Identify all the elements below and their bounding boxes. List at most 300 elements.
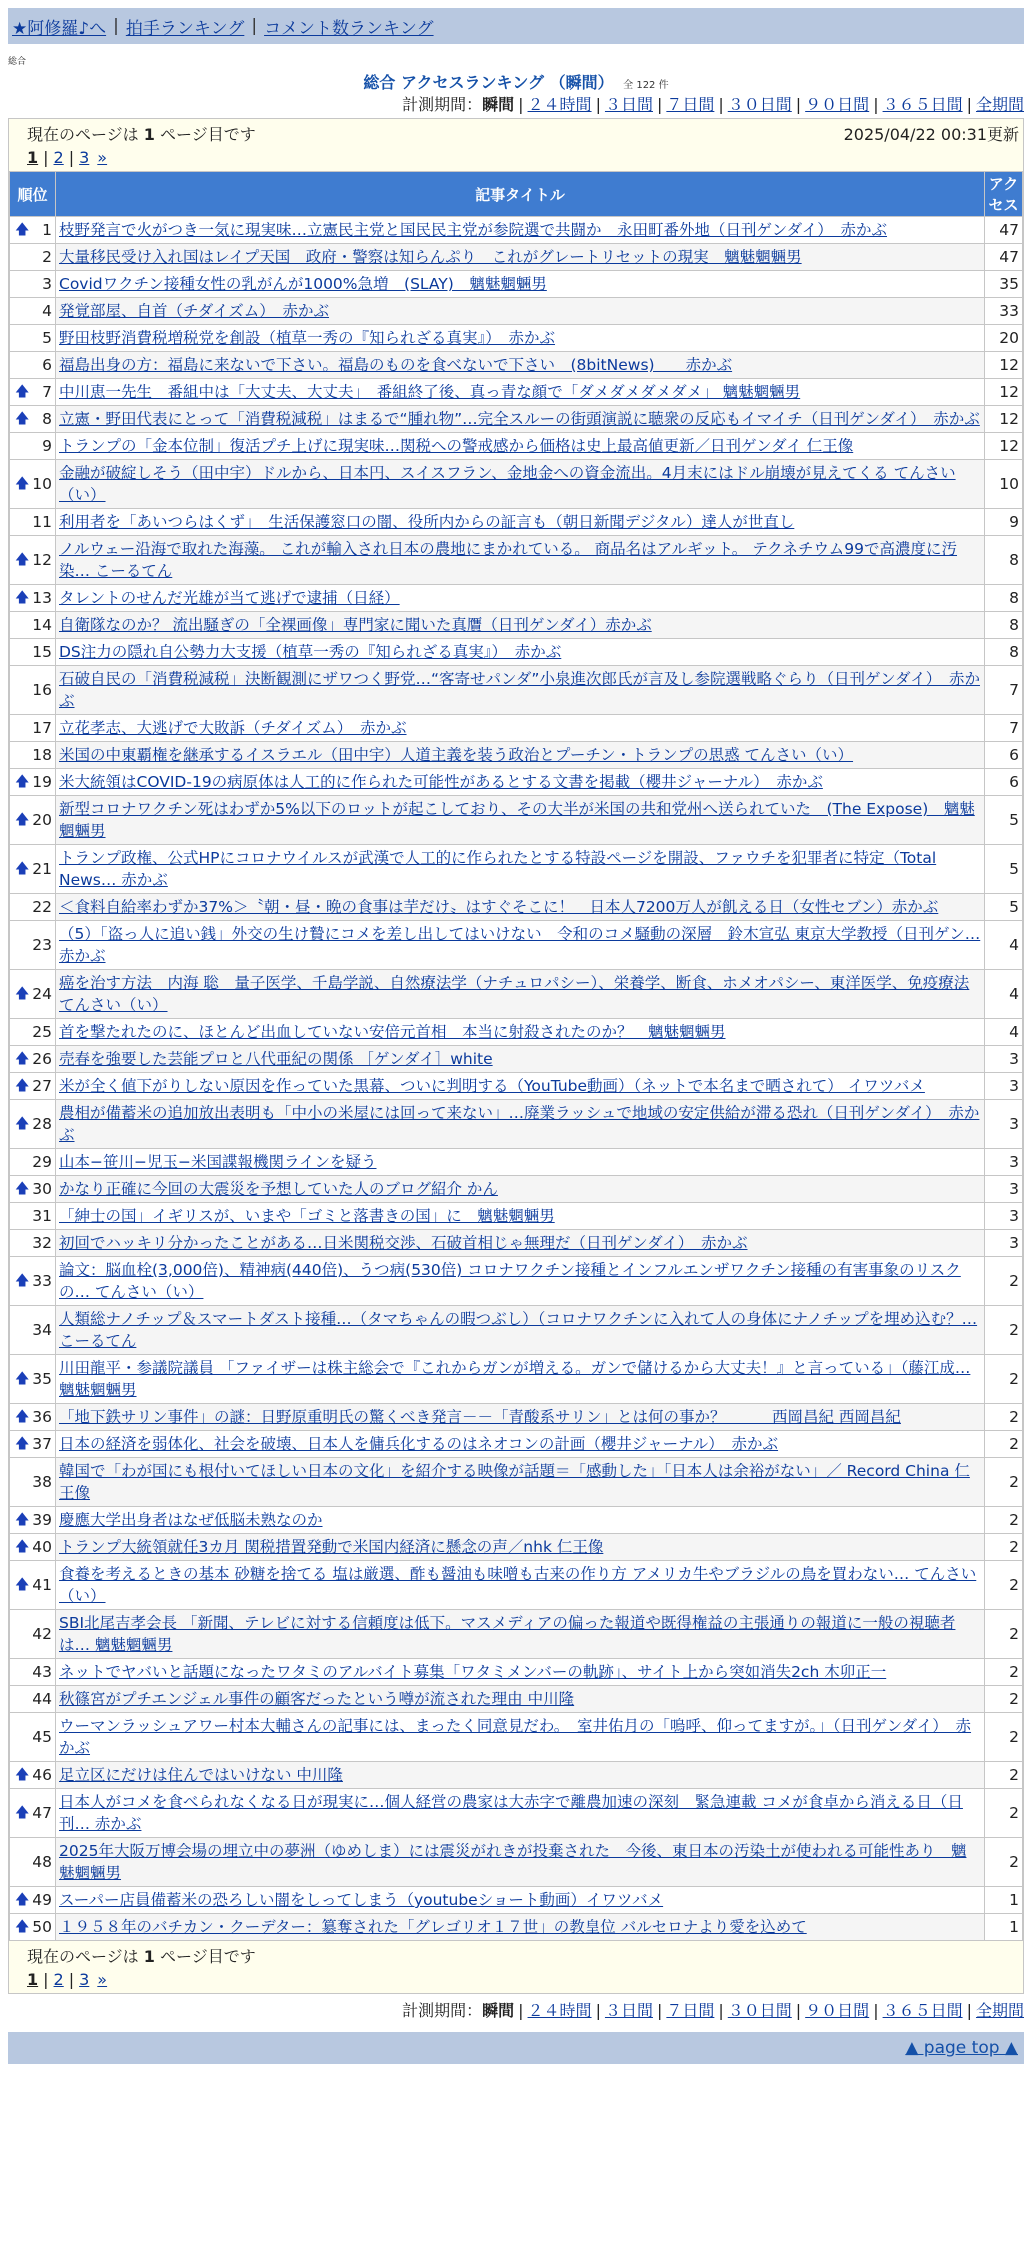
table-row xyxy=(10,1203,1023,1230)
period-separator: | xyxy=(966,95,972,114)
table-row xyxy=(10,271,1023,298)
title-cell xyxy=(56,666,985,715)
table-row xyxy=(10,1019,1023,1046)
rank-up-arrow-icon: 🡅 xyxy=(15,1273,30,1289)
table-row xyxy=(10,1458,1023,1507)
article-link[interactable]: トランプの「金本位制」復活プチ上げに現実味…関税への警戒感から価格は史上最高値更新／日刊ゲンダイ 仁王像 xyxy=(59,437,854,455)
article-link[interactable]: 「地下鉄サリン事件」の謎：日野原重明氏の驚くべき発言－－「青酸系サリン」とは何の事か？ 西岡昌紀 西岡昌紀 xyxy=(59,1408,901,1426)
table-row xyxy=(10,509,1023,536)
rank-number: 20 xyxy=(32,811,52,829)
article-link[interactable]: ウーマンラッシュアワー村本大輔さんの記事には、まったく同意見だわ。 室井佑月の「嗚呼、仰ってますが。」（日刊ゲンダイ） 赤かぶ xyxy=(59,1717,972,1757)
table-row xyxy=(10,769,1023,796)
rank-number: 13 xyxy=(32,589,52,607)
article-link[interactable]: 福島出身の方：福島に来ないで下さい。福島のものを食べないで下さい (8bitNews) 赤かぶ xyxy=(59,356,733,374)
clap-ranking-link[interactable]: 拍手ランキング xyxy=(125,18,245,39)
next-page-link[interactable]: » xyxy=(97,147,108,167)
rank-number: 38 xyxy=(32,1473,52,1491)
table-row xyxy=(10,244,1023,271)
rank-cell xyxy=(10,460,56,509)
rank-number: 25 xyxy=(32,1023,52,1041)
article-link[interactable]: 石破自民の「消費税減税」決断観測にザワつく野党…“客寄せパンダ”小泉進次郎氏が言及し参院選戦略ぐらり（日刊ゲンダイ） 赤かぶ xyxy=(59,670,980,710)
article-link[interactable]: 立憲・野田代表にとって「消費税減税」はまるで“腫れ物”…完全スルーの街頭演説に聴衆の反応もイマイチ（日刊ゲンダイ） 赤かぶ xyxy=(59,410,980,428)
rank-cell xyxy=(10,1789,56,1838)
access-count-cell: 2 xyxy=(985,1762,1023,1789)
access-count-cell: 2 xyxy=(985,1686,1023,1713)
table-row xyxy=(10,1431,1023,1458)
period-separator: | xyxy=(518,95,524,114)
rank-cell xyxy=(10,298,56,325)
category-label: 総合 xyxy=(8,57,27,67)
page-separator: | xyxy=(43,1969,49,1989)
period-option-link[interactable]: ７日間 xyxy=(666,2001,715,2020)
access-count-cell: 8 xyxy=(985,585,1023,612)
rank-cell xyxy=(10,1073,56,1100)
title-cell xyxy=(56,1458,985,1507)
rank-number: 45 xyxy=(32,1728,52,1746)
rank-number: 40 xyxy=(32,1538,52,1556)
title-cell xyxy=(56,1838,985,1887)
table-row xyxy=(10,1659,1023,1686)
rank-up-arrow-icon: 🡅 xyxy=(15,476,30,492)
rank-cell xyxy=(10,217,56,244)
access-count-cell: 6 xyxy=(985,769,1023,796)
title-cell xyxy=(56,298,985,325)
article-link[interactable]: ネットでヤバいと話題になったワタミのアルバイト募集「ワタミメンバーの軌跡」、サイト上から突如消失2ch 木卯正一 xyxy=(59,1663,887,1681)
period-option-link[interactable]: 全期間 xyxy=(975,2001,1024,2020)
rank-up-arrow-icon: 🡅 xyxy=(15,411,30,427)
period-option-link[interactable]: ３６５日間 xyxy=(882,2001,963,2020)
page-separator: | xyxy=(68,147,75,167)
title-cell xyxy=(56,1887,985,1914)
period-option-link[interactable]: ３０日間 xyxy=(727,95,792,114)
article-link[interactable]: 枝野発言で火がつき一気に現実味…立憲民主党と国民民主党が参院選で共闘か 永田町番外地（日刊ゲンダイ） 赤かぶ xyxy=(59,221,888,239)
title-cell xyxy=(56,1306,985,1355)
table-row xyxy=(10,1257,1023,1306)
rank-number: 35 xyxy=(32,1370,52,1388)
title-cell xyxy=(56,1019,985,1046)
rank-cell xyxy=(10,1713,56,1762)
rank-number: 23 xyxy=(32,936,52,954)
title-cell xyxy=(56,1713,985,1762)
rank-cell xyxy=(10,406,56,433)
period-option-link[interactable]: ２４時間 xyxy=(527,2001,592,2020)
title-cell xyxy=(56,1659,985,1686)
rank-number: 26 xyxy=(32,1050,52,1068)
table-row xyxy=(10,1914,1023,1941)
article-link[interactable]: 川田龍平・参議院議員 「ファイザーは株主総会で『これからガンが増える。ガンで儲けるから大丈夫！』と言っている」（藤江成… 魑魅魍魎男 xyxy=(59,1359,971,1399)
access-count-cell: 5 xyxy=(985,796,1023,845)
rank-up-arrow-icon: 🡅 xyxy=(15,1436,30,1452)
access-count-cell: 8 xyxy=(985,639,1023,666)
ranking-title xyxy=(0,70,1032,92)
access-count-cell: 2 xyxy=(985,1789,1023,1838)
article-link[interactable]: 「紳士の国」イギリスが、いまや「ゴミと落書きの国」に 魑魅魍魎男 xyxy=(59,1207,555,1225)
comment-ranking-link[interactable]: コメント数ランキング xyxy=(264,18,434,39)
article-link[interactable]: 新型コロナワクチン死はわずか5%以下のロットが起こしており、その大半が米国の共和党州へ送られていた (The Expose) 魑魅魍魎男 xyxy=(59,800,975,840)
rank-up-arrow-icon: 🡅 xyxy=(15,384,30,400)
table-row xyxy=(10,970,1023,1019)
access-count-cell: 2 xyxy=(985,1355,1023,1404)
title-cell xyxy=(56,1230,985,1257)
rank-number: 42 xyxy=(32,1625,52,1643)
rank-up-arrow-icon: 🡅 xyxy=(15,986,30,1002)
table-row xyxy=(10,585,1023,612)
article-link[interactable]: 売春を強要した芸能プロと八代亜紀の関係 ［ゲンダイ］white xyxy=(59,1050,493,1068)
period-selector-top xyxy=(0,92,1032,118)
ranking-table xyxy=(9,171,1023,1941)
access-count-cell: 3 xyxy=(985,1100,1023,1149)
rank-number: 10 xyxy=(32,475,52,493)
access-count-cell: 3 xyxy=(985,1073,1023,1100)
period-separator: | xyxy=(795,2001,802,2020)
table-row xyxy=(10,460,1023,509)
page-link[interactable]: 1 xyxy=(27,1969,39,1989)
rank-up-arrow-icon: 🡅 xyxy=(15,1181,30,1197)
rank-cell xyxy=(10,1355,56,1404)
period-separator: | xyxy=(595,95,601,114)
article-link[interactable]: 論文：脳血栓(3,000倍)、精神病(440倍)、うつ病(530倍) コロナワクチン接種とインフルエンザワクチン接種の有害事象のリスクの… てんさい（い） xyxy=(59,1261,961,1301)
rank-number: 22 xyxy=(32,898,52,916)
rank-cell xyxy=(10,796,56,845)
article-link[interactable]: 農相が備蓄米の追加放出表明も「中小の米屋には回って来ない」…廃業ラッシュで地域の安定供給が滞る恐れ（日刊ゲンダイ） 赤かぶ xyxy=(59,1104,980,1144)
title-column-header: 記事タイトル xyxy=(56,172,985,217)
title-cell xyxy=(56,921,985,970)
rank-cell xyxy=(10,1046,56,1073)
access-count-cell: 5 xyxy=(985,845,1023,894)
access-count-cell: 2 xyxy=(985,1404,1023,1431)
nav-separator: | xyxy=(113,16,119,36)
rank-up-arrow-icon: 🡅 xyxy=(15,774,30,790)
table-row xyxy=(10,1838,1023,1887)
article-link[interactable]: DS注力の隠れ自公勢力大支援（植草一秀の『知られざる真実』） 赤かぶ xyxy=(59,643,562,661)
page-link[interactable]: 3 xyxy=(79,147,90,167)
updated-timestamp: 2025/04/22 00:31更新 xyxy=(843,124,1019,144)
access-count-cell: 2 xyxy=(985,1561,1023,1610)
rank-cell xyxy=(10,244,56,271)
article-link[interactable]: 大量移民受け入れ国はレイプ天国 政府・警察は知らんぷり これがグレートリセットの現実 魑魅魍魎男 xyxy=(59,248,802,266)
page-link[interactable]: 1 xyxy=(27,147,39,167)
period-option-link[interactable]: ３日間 xyxy=(604,2001,653,2020)
title-cell xyxy=(56,325,985,352)
rank-column-header: 順位 xyxy=(10,172,56,217)
table-row xyxy=(10,612,1023,639)
article-link[interactable]: 金融が破綻しそう（田中宇）ドルから、日本円、スイスフラン、金地金への資金流出。4月末にはドル崩壊が見えてくる てんさい（い） xyxy=(59,464,956,504)
period-option-link[interactable]: ９０日間 xyxy=(805,95,870,114)
title-cell xyxy=(56,769,985,796)
article-link[interactable]: 初回でハッキリ分かったことがある…日米関税交渉、石破首相じゃ無理だ（日刊ゲンダイ） 赤かぶ xyxy=(59,1234,748,1252)
article-link[interactable]: 食養を考えるときの基本 砂糖を捨てる 塩は厳選、酢も醤油も味噌も古来の作り方 アメリカ牛やブラジルの鳥を買わない… てんさい（い） xyxy=(59,1565,977,1605)
title-cell xyxy=(56,894,985,921)
page-link[interactable]: 2 xyxy=(53,1969,64,1989)
current-page-prefix: 現在のページは xyxy=(27,1946,139,1966)
title-cell xyxy=(56,1686,985,1713)
access-count-cell: 12 xyxy=(985,379,1023,406)
article-link[interactable]: （5）「盗っ人に追い銭」外交の生け贄にコメを差し出してはいけない 令和のコメ騒動の深層 鈴木宣弘 東京大学教授（日刊ゲン… 赤かぶ xyxy=(59,925,981,965)
table-row xyxy=(10,1176,1023,1203)
rank-cell xyxy=(10,970,56,1019)
table-row xyxy=(10,1230,1023,1257)
article-link[interactable]: 首を撃たれたのに、ほとんど出血していない安倍元首相 本当に射殺されたのか？ 魑魅魍魎男 xyxy=(59,1023,726,1041)
access-count-cell: 4 xyxy=(985,970,1023,1019)
rank-cell xyxy=(10,585,56,612)
page-link[interactable]: 2 xyxy=(53,147,64,167)
table-row xyxy=(10,1073,1023,1100)
access-count-cell: 3 xyxy=(985,1230,1023,1257)
access-count-cell: 3 xyxy=(985,1046,1023,1073)
article-link[interactable]: 中川恵一先生 番組中は「大丈夫、大丈夫」 番組終了後、真っ青な顔で「ダメダメダメダメ」 魑魅魍魎男 xyxy=(59,383,801,401)
table-row xyxy=(10,639,1023,666)
article-link[interactable]: 利用者を「あいつらはくず」 生活保護窓口の闇、役所内からの証言も（朝日新聞デジタル）達人が世直し xyxy=(59,513,795,531)
rank-cell xyxy=(10,1762,56,1789)
rank-cell xyxy=(10,1686,56,1713)
period-separator: | xyxy=(718,2001,724,2020)
rank-number: 11 xyxy=(32,513,52,531)
rank-number: 47 xyxy=(32,1804,52,1822)
page-top-link[interactable]: ▲ page top ▲ xyxy=(905,2038,1018,2058)
page-separator: | xyxy=(68,1969,75,1989)
rank-up-arrow-icon: 🡅 xyxy=(15,1116,30,1132)
period-separator: | xyxy=(795,95,802,114)
access-count-cell: 3 xyxy=(985,1149,1023,1176)
article-link[interactable]: SBI北尾吉孝会長 「新聞、テレビに対する信頼度は低下。マスメディアの偏った報道や既得権益の主張通りの報道に一般の視聴者は… 魑魅魍魎男 xyxy=(59,1614,956,1654)
title-cell xyxy=(56,1355,985,1404)
rank-number: 48 xyxy=(32,1853,52,1871)
rank-number: 3 xyxy=(42,275,52,293)
next-page-link[interactable]: » xyxy=(97,1969,108,1989)
table-row xyxy=(10,921,1023,970)
title-cell xyxy=(56,1257,985,1306)
access-count-cell: 2 xyxy=(985,1257,1023,1306)
rank-cell xyxy=(10,1659,56,1686)
rank-cell xyxy=(10,352,56,379)
rank-cell xyxy=(10,1306,56,1355)
article-link[interactable]: 米が全く値下がりしない原因を作っていた黒幕、ついに判明する（YouTube動画）（ネットで本名まで晒されて） イワツバメ xyxy=(59,1077,925,1095)
rank-cell xyxy=(10,894,56,921)
rank-number: 43 xyxy=(32,1663,52,1681)
access-count-cell: 4 xyxy=(985,1019,1023,1046)
access-count-cell: 2 xyxy=(985,1838,1023,1887)
period-separator: | xyxy=(718,95,724,114)
title-cell xyxy=(56,1914,985,1941)
rank-number: 9 xyxy=(42,437,52,455)
period-separator: | xyxy=(873,2001,879,2020)
title-cell xyxy=(56,536,985,585)
article-link[interactable]: ノルウェー沿海で取れた海藻。 これが輸入され日本の農地にまかれている。 商品名はアルギット。 テクネチウム99で高濃度に汚染… こーるてん xyxy=(59,540,958,580)
rank-number: 50 xyxy=(32,1918,52,1936)
article-link[interactable]: 米国の中東覇権を継承するイスラエル（田中宇）人道主義を装う政治とプーチン・トランプの思惑 てんさい（い） xyxy=(59,746,854,764)
rank-cell xyxy=(10,1404,56,1431)
table-row xyxy=(10,796,1023,845)
title-cell xyxy=(56,1431,985,1458)
rank-cell xyxy=(10,1203,56,1230)
access-count-cell: 2 xyxy=(985,1659,1023,1686)
title-cell xyxy=(56,509,985,536)
article-link[interactable]: Covidワクチン接種女性の乳がんが1000%急増 (SLAY) 魑魅魍魎男 xyxy=(59,275,547,293)
title-cell xyxy=(56,352,985,379)
current-page-prefix: 現在のページは xyxy=(27,124,139,144)
period-separator: | xyxy=(873,95,879,114)
access-count-cell: 9 xyxy=(985,509,1023,536)
title-cell xyxy=(56,1100,985,1149)
access-count-cell: 2 xyxy=(985,1534,1023,1561)
rank-up-arrow-icon: 🡅 xyxy=(15,1892,30,1908)
title-cell xyxy=(56,715,985,742)
rank-cell xyxy=(10,666,56,715)
period-option-link[interactable]: ７日間 xyxy=(666,95,715,114)
access-count-cell: 2 xyxy=(985,1306,1023,1355)
article-link[interactable]: トランプ政権、公式HPにコロナウイルスが武漢で人工的に作られたとする特設ページを開設、ファウチを犯罪者に特定（Total News… 赤かぶ xyxy=(59,849,937,889)
article-link[interactable]: タレントのせんだ光雄が当て逃げで逮捕（日経） xyxy=(59,589,400,607)
article-link[interactable]: 野田枝野消費税増税党を創設（植草一秀の『知られざる真実』） 赤かぶ xyxy=(59,329,556,347)
rank-up-arrow-icon: 🡅 xyxy=(15,1767,30,1783)
table-row xyxy=(10,1306,1023,1355)
rank-cell xyxy=(10,1914,56,1941)
access-count-cell: 3 xyxy=(985,1203,1023,1230)
table-row xyxy=(10,1887,1023,1914)
total-count: 全 122 件 xyxy=(623,80,669,91)
table-row xyxy=(10,845,1023,894)
rank-up-arrow-icon: 🡅 xyxy=(15,812,30,828)
table-row xyxy=(10,536,1023,585)
table-row xyxy=(10,742,1023,769)
article-link[interactable]: 人類総ナノチップ＆スマートダスト接種…（タマちゃんの暇つぶし）（コロナワクチンに入れて人の身体にナノチップを埋め込む？… こーるてん xyxy=(59,1310,978,1350)
article-link[interactable]: 2025年大阪万博会場の埋立中の夢洲（ゆめしま）には震災がれきが投棄された 今後、東日本の汚染土が使われる可能性あり 魑魅魍魎男 xyxy=(59,1842,967,1882)
title-cell xyxy=(56,1073,985,1100)
period-option-link[interactable]: ２４時間 xyxy=(527,95,592,114)
page-link-current[interactable] xyxy=(27,1970,38,1989)
table-row xyxy=(10,1149,1023,1176)
title-cell xyxy=(56,1762,985,1789)
title-cell xyxy=(56,970,985,1019)
page-link-current[interactable] xyxy=(27,148,38,167)
period-option-link[interactable]: ３日間 xyxy=(604,95,653,114)
period-option-link[interactable]: 全期間 xyxy=(975,95,1024,114)
title-cell xyxy=(56,379,985,406)
article-link[interactable]: 米大統領はCOVID-19の病原体は人工的に作られた可能性があるとする文書を掲載（櫻井ジャーナル） 赤かぶ xyxy=(59,773,823,791)
article-link[interactable]: 立花孝志、大逃げで大敗訴（チダイズム） 赤かぶ xyxy=(59,719,407,737)
rank-up-arrow-icon: 🡅 xyxy=(15,1371,30,1387)
article-link[interactable]: かなり正確に今回の大震災を予想していた人のブログ紹介 かん xyxy=(59,1180,498,1198)
table-row xyxy=(10,325,1023,352)
title-cell xyxy=(56,1610,985,1659)
access-count-cell: 12 xyxy=(985,406,1023,433)
table-row xyxy=(10,1046,1023,1073)
rank-cell xyxy=(10,612,56,639)
rank-number: 15 xyxy=(32,643,52,661)
article-link[interactable]: 韓国で「わが国にも根付いてほしい日本の文化」を紹介する映像が話題＝「感動した」「日本人は余裕がない」／ Record China 仁王像 xyxy=(59,1462,970,1502)
table-row xyxy=(10,352,1023,379)
article-link[interactable]: 山本−笹川−児玉−米国諜報機関ラインを疑う xyxy=(59,1153,377,1171)
table-row xyxy=(10,1404,1023,1431)
rank-up-arrow-icon: 🡅 xyxy=(15,1539,30,1555)
rank-cell xyxy=(10,769,56,796)
rank-up-arrow-icon: 🡅 xyxy=(15,1805,30,1821)
article-link[interactable]: 自衛隊なのか？ 流出騒ぎの「全裸画像」専門家に聞いた真贋（日刊ゲンダイ）赤かぶ xyxy=(59,616,652,634)
access-count-cell: 20 xyxy=(985,325,1023,352)
article-link[interactable]: 日本の経済を弱体化、社会を破壊、日本人を傭兵化するのはネオコンの計画（櫻井ジャーナル） 赤かぶ xyxy=(59,1435,779,1453)
rank-cell xyxy=(10,379,56,406)
article-link[interactable]: 慶應大学出身者はなぜ低脳未熟なのか xyxy=(59,1511,323,1529)
title-cell xyxy=(56,1507,985,1534)
article-link[interactable]: スーパー店員備蓄米の恐ろしい闇をしってしまう（youtubeショート動画）イワツバメ xyxy=(59,1891,664,1909)
page-info-bottom xyxy=(9,1941,1023,1993)
article-link[interactable]: 癌を治す方法 内海 聡 量子医学、千島学説、自然療法学（ナチュロパシー）、栄養学、断食、ホメオパシー、東洋医学、免疫療法 てんさい（い） xyxy=(59,974,970,1014)
access-count-cell: 2 xyxy=(985,1431,1023,1458)
title-cell xyxy=(56,1149,985,1176)
access-count-cell: 2 xyxy=(985,1713,1023,1762)
access-count-cell: 33 xyxy=(985,298,1023,325)
article-link[interactable]: 足立区にだけは住んではいけない 中川隆 xyxy=(59,1766,343,1784)
rank-up-arrow-icon: 🡅 xyxy=(15,1409,30,1425)
rank-number: 29 xyxy=(32,1153,52,1171)
rank-number: 33 xyxy=(32,1272,52,1290)
top-navigation-bar xyxy=(8,8,1024,44)
period-current: 瞬間 xyxy=(482,95,515,114)
access-count-cell: 2 xyxy=(985,1458,1023,1507)
table-row xyxy=(10,1789,1023,1838)
period-separator: | xyxy=(518,2001,524,2020)
title-cell xyxy=(56,585,985,612)
rank-cell xyxy=(10,1431,56,1458)
rank-number: 24 xyxy=(32,985,52,1003)
rank-number: 19 xyxy=(32,773,52,791)
table-row xyxy=(10,715,1023,742)
article-link[interactable]: 発覚部屋、自首（チダイズム） 赤かぶ xyxy=(59,302,330,320)
access-count-cell: 4 xyxy=(985,921,1023,970)
period-option-link[interactable]: ３６５日間 xyxy=(882,95,963,114)
table-row xyxy=(10,1534,1023,1561)
page-link[interactable]: 3 xyxy=(79,1969,90,1989)
rank-number: 44 xyxy=(32,1690,52,1708)
rank-cell xyxy=(10,742,56,769)
article-link[interactable]: 秋篠宮がプチエンジェル事件の顧客だったという噂が流された理由 中川隆 xyxy=(59,1690,575,1708)
rank-cell xyxy=(10,509,56,536)
period-option-link[interactable]: ９０日間 xyxy=(805,2001,870,2020)
article-link[interactable]: 日本人がコメを食べられなくなる日が現実に…個人経営の農家は大赤字で離農加速の深刻 緊急連載 コメが食卓から消える日（日刊… 赤かぶ xyxy=(59,1793,963,1833)
pagination-top xyxy=(27,145,1019,169)
access-count-cell: 6 xyxy=(985,742,1023,769)
table-row xyxy=(10,1762,1023,1789)
table-header-row xyxy=(10,172,1023,217)
home-link[interactable]: ★阿修羅♪へ xyxy=(12,18,107,39)
period-separator: | xyxy=(656,95,663,114)
rank-number: 34 xyxy=(32,1321,52,1339)
rank-cell xyxy=(10,1561,56,1610)
table-row xyxy=(10,1561,1023,1610)
article-link[interactable]: ＜食料自給率わずか37%＞〝朝・昼・晩の食事は芋だけ〟はすぐそこに！ 日本人7200万人が飢える日（女性セブン）赤かぶ xyxy=(59,898,939,916)
rank-number: 7 xyxy=(42,383,52,401)
rank-number: 17 xyxy=(32,719,52,737)
rank-cell xyxy=(10,1507,56,1534)
ranking-table-body xyxy=(10,217,1023,1941)
rank-up-arrow-icon: 🡅 xyxy=(15,590,30,606)
article-link[interactable]: トランプ大統領就任3カ月 関税措置発動で米国内経済に懸念の声／nhk 仁王像 xyxy=(59,1538,604,1556)
rank-cell xyxy=(10,1100,56,1149)
access-count-cell: 8 xyxy=(985,612,1023,639)
rank-cell xyxy=(10,845,56,894)
title-cell xyxy=(56,1203,985,1230)
article-link[interactable]: １９５８年のバチカン・クーデター：簒奪された「グレゴリオ１７世」の教皇位 バルセロナより愛を込めて xyxy=(59,1918,807,1936)
table-row xyxy=(10,1507,1023,1534)
pagination-bottom xyxy=(27,1967,1019,1991)
period-option-link[interactable]: ３０日間 xyxy=(727,2001,792,2020)
rank-cell xyxy=(10,1019,56,1046)
access-count-cell: 3 xyxy=(985,1176,1023,1203)
table-row xyxy=(10,217,1023,244)
rank-number: 12 xyxy=(32,551,52,569)
rank-cell xyxy=(10,536,56,585)
title-cell xyxy=(56,217,985,244)
